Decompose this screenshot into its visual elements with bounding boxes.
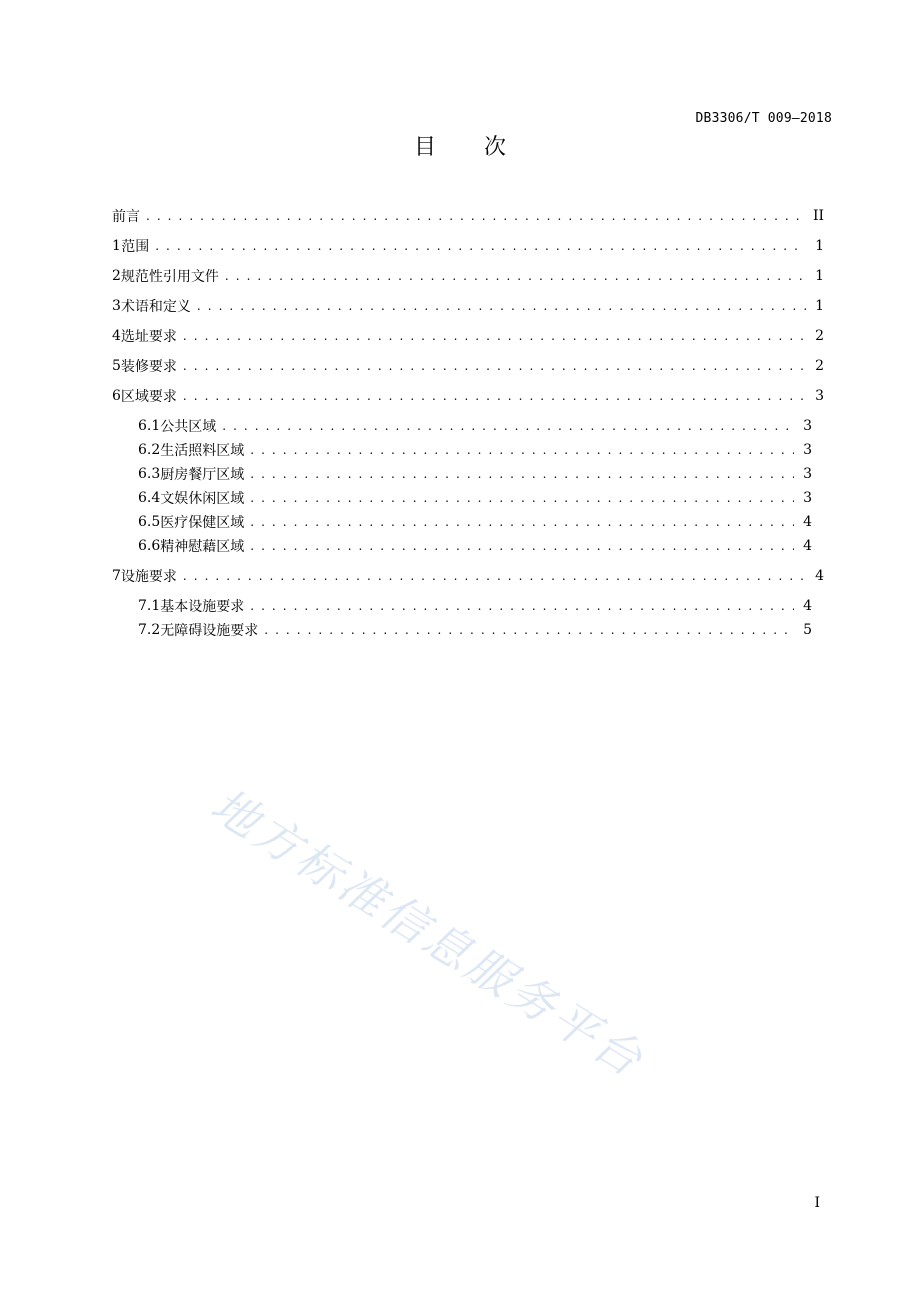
toc-title: 目次	[413, 135, 554, 160]
toc-entry[interactable]	[112, 206, 824, 226]
toc-entry-page: 2	[815, 328, 824, 344]
toc-entry-number: 3	[112, 298, 121, 314]
toc-entry-page: 3	[803, 418, 812, 434]
toc-entry-number: 1	[112, 238, 121, 254]
toc-entry-number: 6.2	[138, 442, 161, 458]
toc-entry[interactable]	[138, 512, 812, 532]
toc-leader-dots	[197, 299, 806, 313]
toc-leader-dots	[155, 239, 806, 253]
toc-entry-page: 4	[803, 598, 812, 614]
toc-entry[interactable]	[138, 464, 812, 484]
toc-entry-page: 1	[815, 268, 824, 284]
toc-entry[interactable]	[138, 416, 812, 436]
toc-entry-label: 术语和定义	[120, 299, 191, 315]
toc-entry-label: 前言	[112, 209, 140, 225]
toc-entry-label: 公共区域	[160, 419, 217, 435]
toc-entry-number: 5	[112, 358, 121, 374]
toc-entry-page: 4	[803, 514, 812, 530]
toc-entry[interactable]	[112, 566, 824, 586]
page-number: I	[814, 1195, 820, 1211]
toc-entry-page: 3	[815, 388, 824, 404]
toc-entry[interactable]	[112, 386, 824, 406]
toc-leader-dots	[183, 359, 806, 373]
toc-entry-page: 3	[803, 466, 812, 482]
toc-entry-number: 6	[112, 388, 121, 404]
toc-entry-page: 4	[815, 568, 824, 584]
toc-leader-dots	[183, 329, 806, 343]
toc-entry-number: 4	[112, 328, 121, 344]
toc-leader-dots	[250, 515, 794, 529]
toc-entry-page: 1	[815, 298, 824, 314]
toc-leader-dots	[183, 569, 806, 583]
toc-entry-label: 基本设施要求	[160, 599, 245, 615]
document-code: DB3306/T 009—2018	[695, 111, 832, 126]
toc-entry-number: 7	[112, 568, 121, 584]
toc-entry-number: 2	[112, 268, 121, 284]
toc-entry[interactable]	[112, 326, 824, 346]
toc-entry-page: 3	[803, 442, 812, 458]
toc-entry-label: 精神慰藉区域	[160, 539, 245, 555]
toc-entry-label: 生活照料区域	[160, 443, 245, 459]
toc-entry-page: II	[812, 208, 824, 224]
toc-entry-label: 装修要求	[120, 359, 177, 375]
toc-entry-label: 医疗保健区域	[160, 515, 245, 531]
toc-entry-number: 6.5	[138, 514, 161, 530]
toc-leader-dots	[146, 209, 806, 223]
toc-entry-number: 6.3	[138, 466, 161, 482]
toc-entry[interactable]	[112, 266, 824, 286]
toc-leader-dots	[250, 539, 794, 553]
toc-leader-dots	[250, 467, 794, 481]
toc-entry-label: 选址要求	[120, 329, 177, 345]
toc-leader-dots	[183, 389, 806, 403]
toc-leader-dots	[250, 491, 794, 505]
toc-entry[interactable]	[112, 236, 824, 256]
toc-leader-dots	[250, 599, 794, 613]
toc-entry[interactable]	[138, 620, 812, 640]
toc-entry-number: 6.1	[138, 418, 161, 434]
toc-entry[interactable]	[138, 536, 812, 556]
toc-entry[interactable]	[112, 356, 824, 376]
toc-entry-page: 4	[803, 538, 812, 554]
toc-entry-label: 区域要求	[120, 389, 177, 405]
toc-entry-number: 7.1	[138, 598, 161, 614]
toc-entry[interactable]	[138, 488, 812, 508]
toc-leader-dots	[222, 419, 794, 433]
toc-entry-label: 厨房餐厅区域	[160, 467, 245, 483]
toc-entry[interactable]	[138, 596, 812, 616]
toc-entry-label: 规范性引用文件	[120, 269, 219, 285]
toc-entry-label: 无障碍设施要求	[160, 623, 259, 639]
toc-entry-page: 5	[803, 622, 812, 638]
toc-entry-number: 6.4	[138, 490, 161, 506]
watermark: 地方标准信息服务平台	[201, 777, 655, 1089]
toc-entry-label: 范围	[121, 239, 150, 255]
toc-leader-dots	[250, 443, 794, 457]
toc-leader-dots	[264, 623, 794, 637]
toc-entry[interactable]	[112, 296, 824, 316]
toc-entry-page: 1	[815, 238, 824, 254]
toc-leader-dots	[225, 269, 806, 283]
toc-entry[interactable]	[138, 440, 812, 460]
toc-entry-label: 设施要求	[120, 569, 177, 585]
toc-entry-page: 2	[815, 358, 824, 374]
toc-entry-label: 文娱休闲区域	[160, 491, 245, 507]
toc-entry-page: 3	[803, 490, 812, 506]
toc-entry-number: 6.6	[138, 538, 161, 554]
toc-entry-number: 7.2	[138, 622, 161, 638]
